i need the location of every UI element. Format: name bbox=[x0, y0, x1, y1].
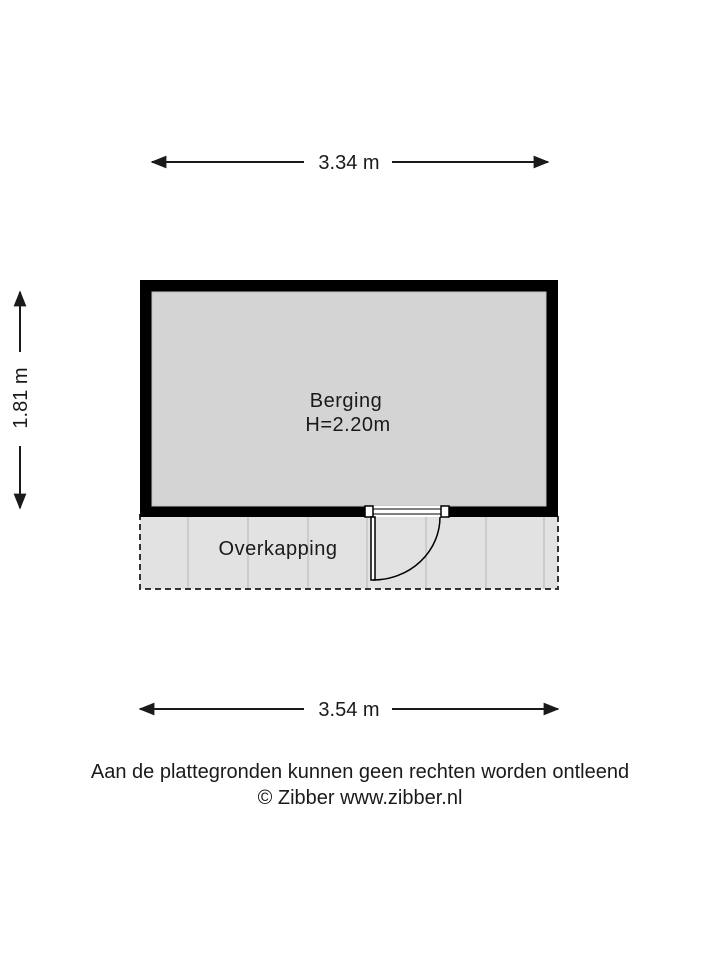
storage-room-height: H=2.20m bbox=[305, 414, 391, 436]
canopy-floor bbox=[140, 514, 558, 589]
canopy-label: Overkapping bbox=[218, 538, 338, 560]
storage-room bbox=[140, 280, 558, 517]
door-leaf bbox=[371, 517, 375, 580]
door-jamb-right bbox=[441, 506, 449, 517]
door-opening bbox=[372, 506, 441, 517]
copyright-text: © Zibber www.zibber.nl bbox=[257, 787, 463, 809]
dimension-top bbox=[152, 152, 548, 174]
dimension-left bbox=[10, 292, 32, 508]
door-jamb-left bbox=[365, 506, 373, 517]
dimension-bottom-label: 3.54 m bbox=[318, 699, 380, 721]
dimension-top-label: 3.34 m bbox=[318, 152, 380, 174]
disclaimer-text: Aan de plattegronden kunnen geen rechten worden ontleend bbox=[90, 761, 630, 783]
storage-room-name: Berging bbox=[309, 390, 383, 412]
canopy-area bbox=[140, 514, 558, 589]
dimension-left-label: 1.81 m bbox=[10, 367, 32, 429]
dimension-bottom bbox=[140, 699, 558, 721]
